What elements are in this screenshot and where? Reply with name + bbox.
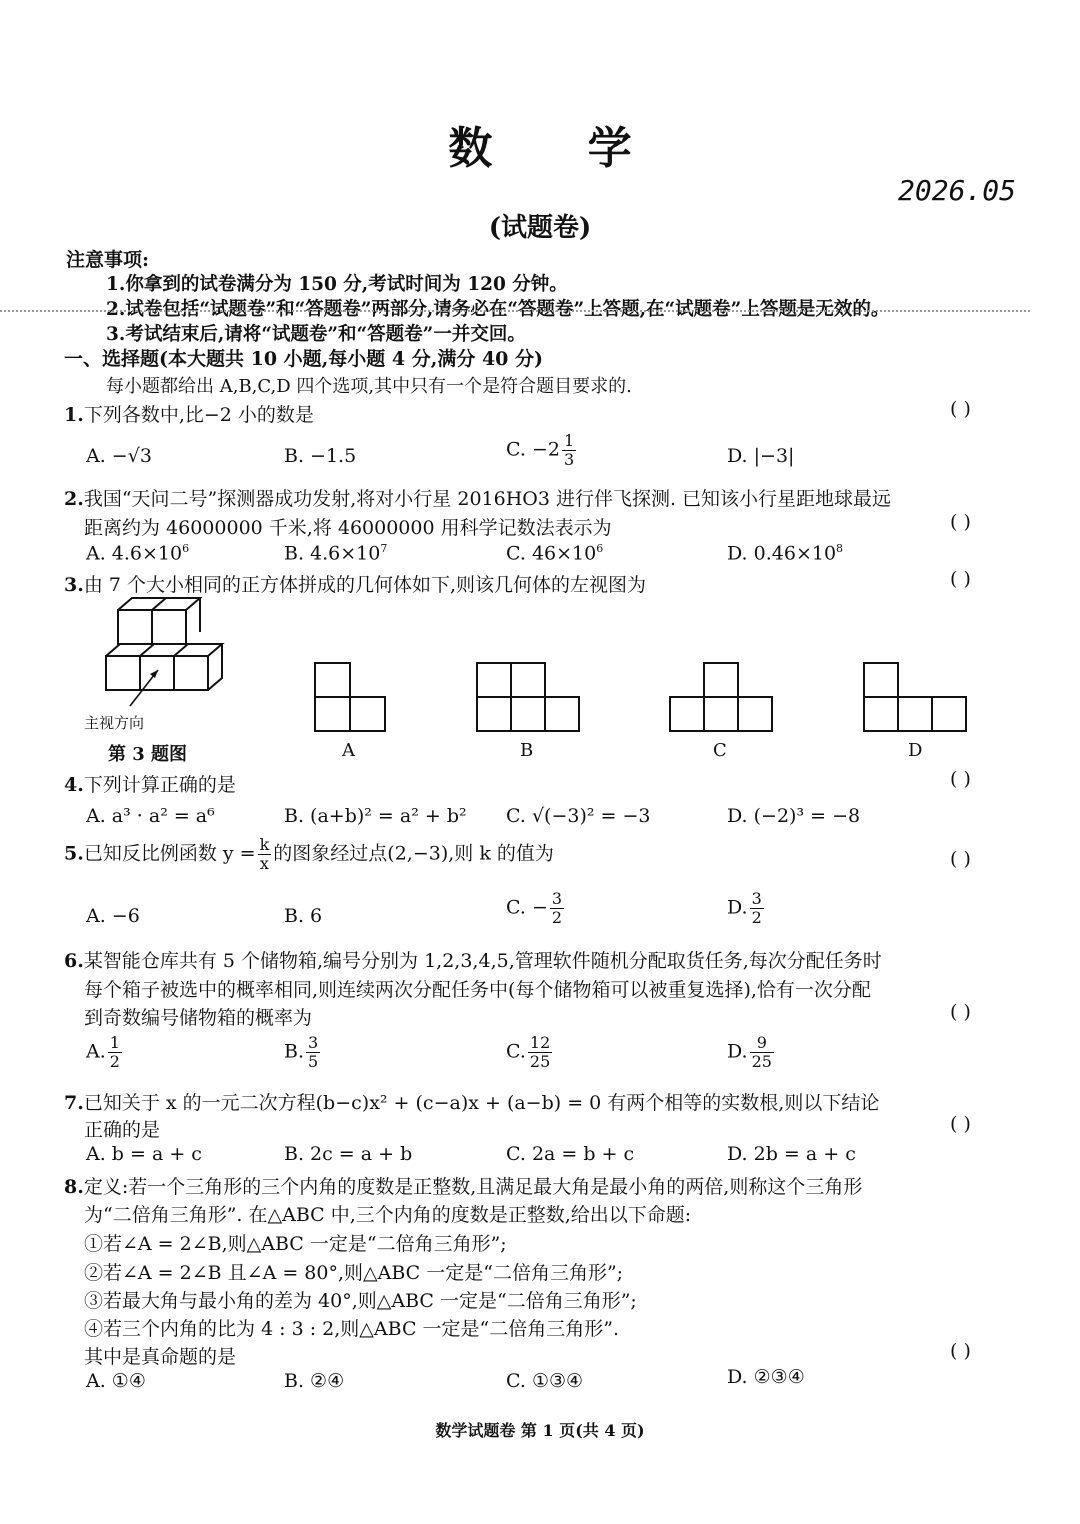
question-6-line2: 每个箱子被选中的概率相同,则连续两次分配任务中(每个储物箱可以被重复选择),恰有一次分配	[84, 979, 871, 1001]
answer-paren[interactable]: ( )	[950, 848, 971, 870]
answer-paren[interactable]: ( )	[950, 511, 971, 533]
option-a: A. $\frac{1}{2}$	[86, 1033, 120, 1071]
note-item-1: 1.你拿到的试卷满分为 150 分,考试时间为 120 分钟。	[106, 274, 568, 295]
fraction: $\frac{3}{2}$	[551, 889, 563, 927]
option-b: B. $4.6\times 10^7$	[284, 542, 388, 565]
proposition-3: ③若最大角与最小角的差为 40°,则△ABC 一定是“二倍角三角形”;	[84, 1290, 637, 1312]
option-c: C. √(−3)² = −3	[506, 805, 651, 827]
proposition-2: ②若∠A = 2∠B 且∠A = 80°,则△ABC 一定是“二倍角三角形”;	[84, 1262, 624, 1284]
section-intro: 每小题都给出 A,B,C,D 四个选项,其中只有一个是符合题目要求的.	[106, 376, 632, 397]
question-number: 1.	[64, 404, 84, 426]
notes-heading: 注意事项:	[66, 249, 150, 271]
figure-label-c: C	[713, 740, 727, 761]
answer-paren[interactable]: ( )	[950, 768, 971, 790]
answer-paren[interactable]: ( )	[950, 1340, 971, 1362]
cube-solid-figure	[100, 596, 230, 696]
option-c: C. $\frac{12}{25}$	[506, 1033, 551, 1071]
question-8-line2: 为“二倍角三角形”. 在△ABC 中,三个内角的度数是正整数,给出以下命题:	[84, 1204, 692, 1226]
question-7-line2: 正确的是	[84, 1119, 161, 1141]
figure-label-b: B	[520, 740, 534, 761]
option-d: D. |−3|	[727, 445, 795, 467]
note-item-3: 3.考试结束后,请将“试题卷”和“答题卷”一并交回。	[106, 324, 526, 345]
view-direction-label: 主视方向	[84, 714, 145, 732]
option-d: D. $\frac{9}{25}$	[727, 1033, 772, 1071]
proposition-1: ①若∠A = 2∠B,则△ABC 一定是“二倍角三角形”;	[84, 1233, 507, 1255]
question-1	[64, 400, 314, 427]
question-8: 8.定义:若一个三角形的三个内角的度数是正整数,且满足最大角是最小角的两倍,则称这个三角形	[64, 1176, 863, 1198]
option-a: A. −√3	[86, 445, 152, 467]
option-b: B. ②④	[284, 1370, 345, 1392]
option-a: A. $4.6\times 10^6$	[86, 542, 190, 565]
answer-paren[interactable]: ( )	[950, 398, 971, 420]
option-a: A. ①④	[86, 1370, 146, 1392]
answer-paren[interactable]: ( )	[950, 1113, 971, 1135]
handwritten-date: 2026.05	[898, 174, 1017, 207]
fraction: $\frac{3}{2}$	[751, 889, 762, 927]
option-a: A. b = a + c	[86, 1143, 202, 1165]
option-c: C. − $\frac{3}{2}$	[506, 889, 563, 927]
option-b: B. 2c = a + b	[284, 1143, 413, 1165]
answer-paren[interactable]: ( )	[950, 1001, 971, 1023]
option-a: A. −6	[86, 905, 140, 927]
option-b: B. (a+b)² = a² + b²	[284, 805, 467, 827]
figure-label-d: D	[908, 740, 923, 761]
option-c: C. $46\times 10^6$	[506, 542, 604, 565]
fraction: $\frac{1}{2}$	[109, 1033, 120, 1071]
question-4: 4.下列计算正确的是	[64, 774, 236, 796]
option-b-figure	[476, 662, 580, 732]
question-8-ask: 其中是真命题的是	[84, 1346, 237, 1368]
option-c: C. 2a = b + c	[506, 1143, 635, 1165]
page-footer: 数学试题卷 第 1 页(共 4 页)	[435, 1421, 645, 1440]
fraction: $\frac{3}{5}$	[308, 1033, 319, 1071]
question-7: 7.已知关于 x 的一元二次方程(b−c)x² + (c−a)x + (a−b) = 0 有两个相等的实数根,则以下结论	[64, 1092, 880, 1114]
option-b: B. $\frac{3}{5}$	[284, 1033, 319, 1071]
fraction: $\frac{9}{25}$	[751, 1033, 772, 1071]
question-6-line3: 到奇数编号储物箱的概率为	[84, 1007, 313, 1029]
figure-caption: 第 3 题图	[108, 744, 188, 765]
option-a-figure	[314, 662, 386, 732]
proposition-4: ④若三个内角的比为 4 : 3 : 2,则△ABC 一定是“二倍角三角形”.	[84, 1318, 619, 1340]
fold-line	[0, 310, 1030, 312]
question-3: 3.由 7 个大小相同的正方体拼成的几何体如下,则该几何体的左视图为	[64, 574, 647, 596]
option-b: B. −1.5	[284, 445, 357, 467]
exam-subtitle: (试题卷)	[488, 213, 592, 243]
option-c: C. ①③④	[506, 1370, 584, 1392]
section-title: 一、选择题(本大题共 10 小题,每小题 4 分,满分 40 分)	[64, 348, 543, 370]
option-d: D. $\frac{3}{2}$	[727, 889, 762, 927]
question-5: 5.已知反比例函数 y = $\frac{k}{x}$ 的图象经过点(2,−3),则 k 的值为	[64, 835, 554, 873]
fraction: $\frac{1}{3}$	[563, 431, 575, 469]
question-2-line2: 距离约为 46000000 千米,将 46000000 用科学记数法表示为	[84, 517, 612, 539]
figure-label-a: A	[342, 740, 355, 761]
question-6: 6.某智能仓库共有 5 个储物箱,编号分别为 1,2,3,4,5,管理软件随机分配取货任务,每次分配任务时	[64, 950, 882, 972]
option-d: D. (−2)³ = −8	[727, 805, 861, 827]
fraction: $\frac{k}{x}$	[259, 835, 270, 873]
option-d: D. 2b = a + c	[727, 1143, 856, 1165]
option-c-figure	[668, 662, 774, 732]
question-2: 2.我国“天问二号”探测器成功发射,将对小行星 2016HO3 进行伴飞探测. 已知该小行星距地球最远	[64, 488, 892, 510]
exam-title: 数 学	[448, 123, 672, 174]
option-c: C. −2 $\frac{1}{3}$	[506, 431, 575, 469]
option-d: D. $0.46\times 10^8$	[727, 542, 844, 565]
option-b: B. 6	[284, 905, 323, 927]
question-text: 下列各数中,比−2 小的数是	[83, 404, 314, 426]
answer-paren[interactable]: ( )	[950, 568, 971, 590]
fraction: $\frac{12}{25}$	[529, 1033, 551, 1071]
option-d-figure	[862, 662, 968, 732]
option-a: A. a³ · a² = a⁶	[86, 805, 215, 827]
note-item-2: 2.试卷包括“试题卷”和“答题卷”两部分,请务必在“答题卷”上答题,在“试题卷”上答题是无效的。	[106, 299, 890, 320]
option-d: D. ②③④	[727, 1366, 805, 1388]
